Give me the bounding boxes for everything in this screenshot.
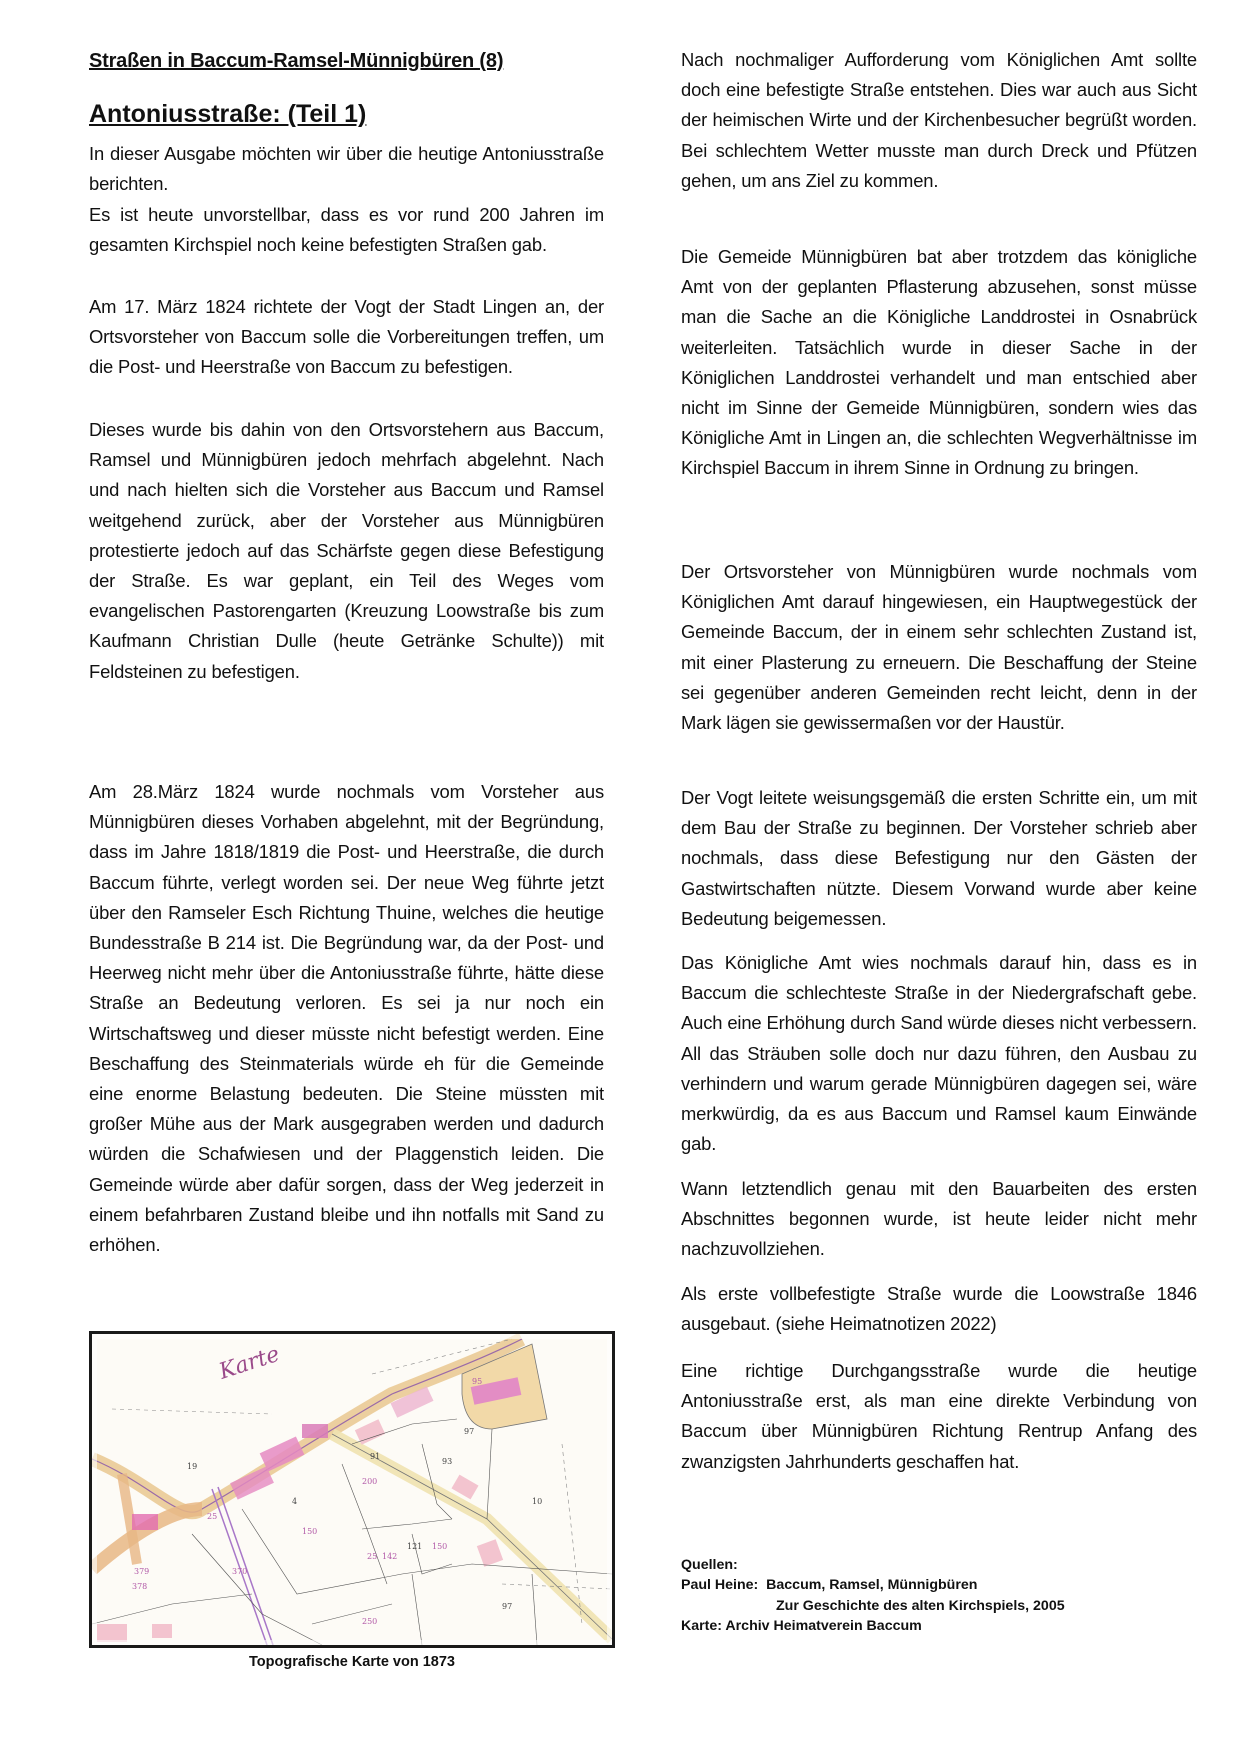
svg-text:378: 378: [132, 1582, 148, 1591]
paragraph: Der Vogt leitete weisungsgemäß die ersten Schritte ein, um mit dem Bau der Straße zu beginnen. Der Vorsteher schrieb aber nochmals, dass diese Befestigung nur den Gästen der Gastwirtschaften nützte. Diesem Vorwand wurde aber keine Bedeutung beigemessen.: [681, 787, 1197, 929]
svg-text:379: 379: [134, 1567, 150, 1576]
paragraph: Eine richtige Durchgangsstraße wurde die heutige Antoniusstraße erst, als man eine direkte Verbindung von Baccum über Münnigbüren Richtung Rentrup Anfang des zwanzigsten Jahrhunderts geschaffen hat.: [681, 1360, 1197, 1472]
svg-text:150: 150: [302, 1527, 318, 1536]
paragraph: In dieser Ausgabe möchten wir über die heutige Antoniusstraße berichten.: [89, 143, 604, 195]
paragraph: Als erste vollbefestigte Straße wurde die Loowstraße 1846 ausgebaut. (siehe Heimatnotizen 2022): [681, 1283, 1197, 1335]
paragraph: Dieses wurde bis dahin von den Ortsvorstehern aus Baccum, Ramsel und Münnigbüren jedoch mehrfach abgelehnt. Nach und nach hielten sich die Vorsteher aus Baccum und Ramsel weitgehend zurück, aber der Vorsteher aus Münnigbüren protestierte jedoch auf das Schärfste gegen diese Befestigung der Straße. Es war geplant, ein Teil des Weges vom evangelischen Pastorengarten (Kreuzung Loowstraße bis zum Kaufmann Christian Dulle (heute Getränke Schulte)) mit Feldsteinen zu befestigen.: [89, 419, 604, 682]
source-line: Paul Heine: Baccum, Ramsel, Münnigbüren: [681, 1577, 978, 1594]
svg-text:95: 95: [472, 1377, 483, 1386]
source-line: Karte: Archiv Heimatverein Baccum: [681, 1617, 922, 1634]
svg-text:10: 10: [532, 1497, 543, 1506]
series-label: Straßen in Baccum-Ramsel-Münnigbüren (8): [89, 50, 504, 72]
topographic-map-image: [89, 1331, 615, 1648]
svg-text:97: 97: [464, 1427, 475, 1436]
paragraph: Am 17. März 1824 richtete der Vogt der Stadt Lingen an, der Ortsvorsteher von Baccum solle die Vorbereitungen treffen, um die Post- und Heerstraße von Baccum zu befestigen.: [89, 296, 604, 378]
svg-text:25: 25: [207, 1512, 218, 1521]
article-title: Antoniusstraße: (Teil 1): [89, 100, 367, 128]
svg-text:97: 97: [502, 1602, 513, 1611]
svg-text:19: 19: [187, 1462, 198, 1471]
paragraph: Der Ortsvorsteher von Münnigbüren wurde nochmals vom Königlichen Amt darauf hingewiesen, ein Hauptwegestück der Gemeinde Baccum, der in einem sehr schlechten Zustand ist, mit einer Plasterung zu erneuern. Die Beschaffung der Steine sei gegenüber anderen Gemeinden recht leicht, denn in der Mark lägen sie gewissermaßen vor der Haustür.: [681, 561, 1197, 734]
svg-text:142: 142: [382, 1552, 398, 1561]
paragraph: Das Königliche Amt wies nochmals darauf hin, dass es in Baccum die schlechteste Straße in der Niedergrafschaft gebe. Auch eine Erhöhung durch Sand würde dieses nicht verbessern. All das Sträuben solle doch nur dazu führen, den Ausbau zu verhindern und warum gerade Münnigbüren dagegen sei, wäre merkwürdig, da es aus Baccum und Ramsel kaum Einwände gab.: [681, 952, 1197, 1155]
paragraph: Die Gemeide Münnigbüren bat aber trotzdem das königliche Amt von der geplanten Pflasterung abzusehen, sonst müsse man die Sache an die Königliche Landdrostei in Osnabrück weiterleiten. Tatsächlich wurde in dieser Sache in der Königlichen Landdrostei verhandelt und man entschied aber nicht im Sinne der Gemeide Münnigbüren, sondern wies das Königliche Amt in Lingen an, die schlechten Wegverhältnisse im Kirchspiel Baccum in ihrem Sinne in Ordnung zu bringen.: [681, 246, 1197, 479]
svg-text:93: 93: [442, 1457, 453, 1466]
sources-heading: Quellen:: [681, 1557, 738, 1573]
map-label: Karte: [216, 1341, 283, 1385]
paragraph: Am 28.März 1824 wurde nochmals vom Vorsteher aus Münnigbüren dieses Vorhaben abgelehnt, mit der Begründung, dass im Jahre 1818/1819 die Post- und Heerstraße, die durch Baccum führte, verlegt worden sei. Der neue Weg führte jetzt über den Ramseler Esch Richtung Thuine, welches die heutige Bundesstraße B 214 ist. Die Begründung war, da der Post- und Heerweg nicht mehr über die Antoniusstraße führte, hätte diese Straße an Bedeutung verloren. Es sei ja nur noch ein Wirtschaftsweg und dieser müsste nicht befestigt werden. Eine Beschaffung des Steinmaterials würde eh für die Gemeinde eine enorme Belastung bedeuten. Die Steine müssten mit großer Mühe aus der Mark ausgegraben werden und dadurch würden die Schafwiesen und der Plaggenstich leiden. Die Gemeinde würde aber dafür sorgen, dass der Weg jederzeit in einem befahrbaren Zustand bleibe und ihn notfalls mit Sand zu erhöhen.: [89, 781, 604, 1256]
map-drawing: [92, 1334, 612, 1645]
source-line: Zur Geschichte des alten Kirchspiels, 2005: [776, 1597, 1065, 1614]
svg-text:91: 91: [370, 1452, 381, 1461]
svg-text:370: 370: [232, 1567, 248, 1576]
svg-text:4: 4: [292, 1497, 298, 1506]
svg-text:200: 200: [362, 1477, 378, 1486]
svg-text:250: 250: [362, 1617, 378, 1626]
paragraph: Wann letztendlich genau mit den Bauarbeiten des ersten Abschnittes begonnen wurde, ist heute leider nicht mehr nachzuvollziehen.: [681, 1178, 1197, 1260]
svg-text:121: 121: [407, 1542, 423, 1551]
paragraph: Nach nochmaliger Aufforderung vom Königlichen Amt sollte doch eine befestigte Straße entstehen. Dies war auch aus Sicht der heimischen Wirte und der Kirchenbesucher begrüßt worden. Bei schlechtem Wetter musste man durch Dreck und Pfützen gehen, um ans Ziel zu kommen.: [681, 49, 1197, 191]
map-caption: Topografische Karte von 1873: [248, 1654, 456, 1670]
paragraph: Es ist heute unvorstellbar, dass es vor rund 200 Jahren im gesamten Kirchspiel noch keine befestigten Straßen gab.: [89, 204, 604, 256]
sources-block: [681, 1555, 1201, 1636]
svg-text:25: 25: [367, 1552, 378, 1561]
svg-text:150: 150: [432, 1542, 448, 1551]
